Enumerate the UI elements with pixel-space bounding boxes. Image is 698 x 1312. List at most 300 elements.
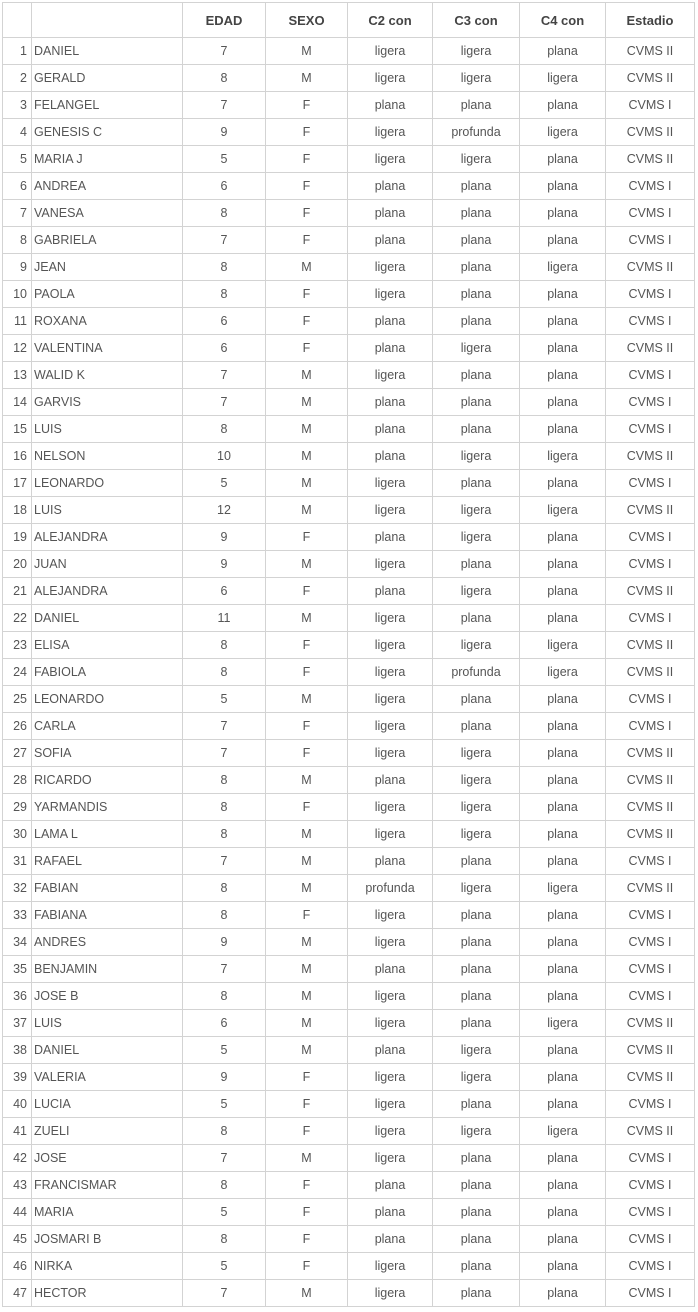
estadio-cell: CVMS II xyxy=(606,875,695,902)
row-index: 41 xyxy=(3,1118,32,1145)
patient-name: JOSE xyxy=(32,1145,183,1172)
c4-con-cell: plana xyxy=(520,227,606,254)
row-index: 19 xyxy=(3,524,32,551)
sexo-cell: F xyxy=(266,146,348,173)
sexo-cell: F xyxy=(266,578,348,605)
c3-con-cell: ligera xyxy=(433,497,520,524)
estadio-cell: CVMS I xyxy=(606,227,695,254)
c3-con-cell: plana xyxy=(433,92,520,119)
sexo-cell: F xyxy=(266,1226,348,1253)
c3-con-cell: ligera xyxy=(433,767,520,794)
c2-con-cell: plana xyxy=(348,1199,433,1226)
c4-con-cell: plana xyxy=(520,335,606,362)
row-index: 4 xyxy=(3,119,32,146)
sexo-cell: F xyxy=(266,902,348,929)
row-index: 42 xyxy=(3,1145,32,1172)
c3-con-cell: plana xyxy=(433,227,520,254)
estadio-cell: CVMS I xyxy=(606,713,695,740)
patient-name: LUCIA xyxy=(32,1091,183,1118)
table-row xyxy=(3,686,695,713)
table-row xyxy=(3,794,695,821)
c3-con-cell: plana xyxy=(433,1145,520,1172)
c3-con-cell: ligera xyxy=(433,524,520,551)
patient-name: LAMA L xyxy=(32,821,183,848)
patient-name: ALEJANDRA xyxy=(32,524,183,551)
edad-cell: 8 xyxy=(183,902,266,929)
table-row xyxy=(3,956,695,983)
patient-name: ANDREA xyxy=(32,173,183,200)
sexo-cell: M xyxy=(266,38,348,65)
edad-cell: 5 xyxy=(183,1037,266,1064)
patient-name: GENESIS C xyxy=(32,119,183,146)
estadio-cell: CVMS II xyxy=(606,335,695,362)
sexo-cell: M xyxy=(266,929,348,956)
patient-name: FELANGEL xyxy=(32,92,183,119)
estadio-cell: CVMS I xyxy=(606,173,695,200)
edad-cell: 9 xyxy=(183,524,266,551)
sexo-cell: F xyxy=(266,92,348,119)
row-index: 15 xyxy=(3,416,32,443)
c3-con-cell: ligera xyxy=(433,632,520,659)
c4-con-cell: ligera xyxy=(520,659,606,686)
c2-con-cell: ligera xyxy=(348,551,433,578)
c2-con-cell: profunda xyxy=(348,875,433,902)
estadio-cell: CVMS I xyxy=(606,1226,695,1253)
c3-con-cell: plana xyxy=(433,929,520,956)
patient-name: CARLA xyxy=(32,713,183,740)
c2-con-cell: plana xyxy=(348,335,433,362)
row-index: 24 xyxy=(3,659,32,686)
sexo-cell: F xyxy=(266,632,348,659)
c3-con-cell: plana xyxy=(433,281,520,308)
c2-con-cell: plana xyxy=(348,200,433,227)
patient-name: RICARDO xyxy=(32,767,183,794)
c3-con-cell: ligera xyxy=(433,1037,520,1064)
estadio-cell: CVMS II xyxy=(606,767,695,794)
edad-cell: 7 xyxy=(183,740,266,767)
table-row xyxy=(3,524,695,551)
edad-cell: 8 xyxy=(183,65,266,92)
c2-con-cell: plana xyxy=(348,308,433,335)
patient-name: FABIANA xyxy=(32,902,183,929)
sexo-cell: M xyxy=(266,1010,348,1037)
edad-cell: 7 xyxy=(183,38,266,65)
c4-con-cell: plana xyxy=(520,794,606,821)
row-index: 36 xyxy=(3,983,32,1010)
row-index: 26 xyxy=(3,713,32,740)
row-index: 34 xyxy=(3,929,32,956)
estadio-cell: CVMS I xyxy=(606,1172,695,1199)
estadio-cell: CVMS II xyxy=(606,1037,695,1064)
estadio-cell: CVMS I xyxy=(606,551,695,578)
c3-con-cell: plana xyxy=(433,200,520,227)
estadio-cell: CVMS II xyxy=(606,443,695,470)
patient-name: PAOLA xyxy=(32,281,183,308)
c2-con-cell: plana xyxy=(348,443,433,470)
table-row xyxy=(3,1199,695,1226)
header-index xyxy=(3,3,32,38)
estadio-cell: CVMS I xyxy=(606,281,695,308)
c3-con-cell: plana xyxy=(433,173,520,200)
c2-con-cell: ligera xyxy=(348,821,433,848)
table-row xyxy=(3,362,695,389)
c3-con-cell: plana xyxy=(433,389,520,416)
table-row xyxy=(3,578,695,605)
sexo-cell: F xyxy=(266,659,348,686)
patient-name: VANESA xyxy=(32,200,183,227)
header-sexo: SEXO xyxy=(266,3,348,38)
c3-con-cell: ligera xyxy=(433,1118,520,1145)
c4-con-cell: ligera xyxy=(520,65,606,92)
c4-con-cell: plana xyxy=(520,1172,606,1199)
patient-name: LUIS xyxy=(32,1010,183,1037)
sexo-cell: M xyxy=(266,362,348,389)
table-row xyxy=(3,983,695,1010)
c3-con-cell: plana xyxy=(433,713,520,740)
row-index: 45 xyxy=(3,1226,32,1253)
estadio-cell: CVMS II xyxy=(606,146,695,173)
c4-con-cell: plana xyxy=(520,929,606,956)
table-row xyxy=(3,119,695,146)
sexo-cell: M xyxy=(266,767,348,794)
row-index: 11 xyxy=(3,308,32,335)
table-row xyxy=(3,1064,695,1091)
c4-con-cell: plana xyxy=(520,605,606,632)
table-row xyxy=(3,659,695,686)
c4-con-cell: plana xyxy=(520,1037,606,1064)
c2-con-cell: ligera xyxy=(348,38,433,65)
c4-con-cell: plana xyxy=(520,767,606,794)
c4-con-cell: ligera xyxy=(520,119,606,146)
row-index: 21 xyxy=(3,578,32,605)
c4-con-cell: plana xyxy=(520,308,606,335)
row-index: 18 xyxy=(3,497,32,524)
patient-name: JEAN xyxy=(32,254,183,281)
header-c2-con: C2 con xyxy=(348,3,433,38)
row-index: 12 xyxy=(3,335,32,362)
c4-con-cell: plana xyxy=(520,1064,606,1091)
sexo-cell: F xyxy=(266,794,348,821)
patient-name: JUAN xyxy=(32,551,183,578)
header-edad: EDAD xyxy=(183,3,266,38)
row-index: 35 xyxy=(3,956,32,983)
edad-cell: 7 xyxy=(183,1145,266,1172)
row-index: 25 xyxy=(3,686,32,713)
row-index: 9 xyxy=(3,254,32,281)
sexo-cell: F xyxy=(266,1253,348,1280)
c4-con-cell: plana xyxy=(520,416,606,443)
row-index: 8 xyxy=(3,227,32,254)
sexo-cell: F xyxy=(266,1199,348,1226)
sexo-cell: M xyxy=(266,551,348,578)
edad-cell: 12 xyxy=(183,497,266,524)
c2-con-cell: plana xyxy=(348,848,433,875)
estadio-cell: CVMS I xyxy=(606,1253,695,1280)
c2-con-cell: ligera xyxy=(348,470,433,497)
estadio-cell: CVMS I xyxy=(606,902,695,929)
table-row xyxy=(3,1253,695,1280)
c3-con-cell: plana xyxy=(433,686,520,713)
c4-con-cell: plana xyxy=(520,551,606,578)
c4-con-cell: plana xyxy=(520,686,606,713)
patient-name: FABIAN xyxy=(32,875,183,902)
sexo-cell: F xyxy=(266,227,348,254)
row-index: 40 xyxy=(3,1091,32,1118)
c4-con-cell: ligera xyxy=(520,875,606,902)
c4-con-cell: plana xyxy=(520,1091,606,1118)
sexo-cell: F xyxy=(266,524,348,551)
c2-con-cell: ligera xyxy=(348,254,433,281)
row-index: 43 xyxy=(3,1172,32,1199)
edad-cell: 8 xyxy=(183,1118,266,1145)
sexo-cell: M xyxy=(266,686,348,713)
table-body xyxy=(3,38,695,1307)
edad-cell: 8 xyxy=(183,983,266,1010)
row-index: 20 xyxy=(3,551,32,578)
table-row xyxy=(3,173,695,200)
estadio-cell: CVMS II xyxy=(606,632,695,659)
row-index: 37 xyxy=(3,1010,32,1037)
table-row xyxy=(3,200,695,227)
c3-con-cell: plana xyxy=(433,1010,520,1037)
edad-cell: 11 xyxy=(183,605,266,632)
patient-name: HECTOR xyxy=(32,1280,183,1307)
table-row xyxy=(3,389,695,416)
patient-name: MARIA J xyxy=(32,146,183,173)
table-row xyxy=(3,1118,695,1145)
row-index: 14 xyxy=(3,389,32,416)
c2-con-cell: plana xyxy=(348,92,433,119)
estadio-cell: CVMS II xyxy=(606,497,695,524)
patient-name: DANIEL xyxy=(32,38,183,65)
patient-name: DANIEL xyxy=(32,605,183,632)
c3-con-cell: ligera xyxy=(433,146,520,173)
sexo-cell: F xyxy=(266,335,348,362)
c2-con-cell: ligera xyxy=(348,281,433,308)
row-index: 7 xyxy=(3,200,32,227)
edad-cell: 9 xyxy=(183,1064,266,1091)
edad-cell: 5 xyxy=(183,686,266,713)
c4-con-cell: plana xyxy=(520,848,606,875)
c3-con-cell: profunda xyxy=(433,659,520,686)
c4-con-cell: ligera xyxy=(520,443,606,470)
table-row xyxy=(3,65,695,92)
row-index: 16 xyxy=(3,443,32,470)
c2-con-cell: ligera xyxy=(348,1010,433,1037)
patient-name: JOSMARI B xyxy=(32,1226,183,1253)
table-row xyxy=(3,281,695,308)
patient-name: WALID K xyxy=(32,362,183,389)
estadio-cell: CVMS I xyxy=(606,983,695,1010)
c4-con-cell: plana xyxy=(520,578,606,605)
edad-cell: 6 xyxy=(183,578,266,605)
table-row xyxy=(3,443,695,470)
edad-cell: 5 xyxy=(183,1091,266,1118)
edad-cell: 8 xyxy=(183,875,266,902)
edad-cell: 6 xyxy=(183,173,266,200)
c2-con-cell: ligera xyxy=(348,146,433,173)
estadio-cell: CVMS II xyxy=(606,740,695,767)
c3-con-cell: ligera xyxy=(433,794,520,821)
c4-con-cell: plana xyxy=(520,1253,606,1280)
table-row xyxy=(3,875,695,902)
c4-con-cell: plana xyxy=(520,821,606,848)
c2-con-cell: ligera xyxy=(348,1280,433,1307)
row-index: 22 xyxy=(3,605,32,632)
sexo-cell: M xyxy=(266,443,348,470)
edad-cell: 5 xyxy=(183,1199,266,1226)
edad-cell: 7 xyxy=(183,713,266,740)
row-index: 47 xyxy=(3,1280,32,1307)
sexo-cell: M xyxy=(266,389,348,416)
estadio-cell: CVMS II xyxy=(606,254,695,281)
edad-cell: 9 xyxy=(183,119,266,146)
c3-con-cell: ligera xyxy=(433,578,520,605)
patient-name: GABRIELA xyxy=(32,227,183,254)
estadio-cell: CVMS II xyxy=(606,659,695,686)
patient-name: GARVIS xyxy=(32,389,183,416)
table-row xyxy=(3,740,695,767)
sexo-cell: M xyxy=(266,254,348,281)
estadio-cell: CVMS I xyxy=(606,1280,695,1307)
c3-con-cell: ligera xyxy=(433,821,520,848)
edad-cell: 6 xyxy=(183,1010,266,1037)
table-row xyxy=(3,1037,695,1064)
c2-con-cell: ligera xyxy=(348,1145,433,1172)
edad-cell: 8 xyxy=(183,1172,266,1199)
edad-cell: 7 xyxy=(183,956,266,983)
c2-con-cell: ligera xyxy=(348,713,433,740)
sexo-cell: M xyxy=(266,875,348,902)
table-row xyxy=(3,1280,695,1307)
estadio-cell: CVMS I xyxy=(606,686,695,713)
estadio-cell: CVMS I xyxy=(606,362,695,389)
c4-con-cell: plana xyxy=(520,983,606,1010)
patient-name: NIRKA xyxy=(32,1253,183,1280)
c2-con-cell: ligera xyxy=(348,605,433,632)
patient-name: YARMANDIS xyxy=(32,794,183,821)
table-row xyxy=(3,92,695,119)
c2-con-cell: plana xyxy=(348,173,433,200)
c3-con-cell: plana xyxy=(433,1253,520,1280)
sexo-cell: M xyxy=(266,848,348,875)
c2-con-cell: ligera xyxy=(348,740,433,767)
c2-con-cell: ligera xyxy=(348,686,433,713)
c4-con-cell: ligera xyxy=(520,254,606,281)
table-row xyxy=(3,416,695,443)
patient-name: JOSE B xyxy=(32,983,183,1010)
row-index: 2 xyxy=(3,65,32,92)
edad-cell: 5 xyxy=(183,146,266,173)
c4-con-cell: plana xyxy=(520,956,606,983)
edad-cell: 9 xyxy=(183,551,266,578)
table-row xyxy=(3,470,695,497)
estadio-cell: CVMS I xyxy=(606,524,695,551)
c2-con-cell: ligera xyxy=(348,497,433,524)
c3-con-cell: plana xyxy=(433,1172,520,1199)
estadio-cell: CVMS I xyxy=(606,308,695,335)
estadio-cell: CVMS I xyxy=(606,470,695,497)
c4-con-cell: ligera xyxy=(520,632,606,659)
sexo-cell: M xyxy=(266,821,348,848)
sexo-cell: F xyxy=(266,1118,348,1145)
table-row xyxy=(3,848,695,875)
table-row xyxy=(3,551,695,578)
table-row xyxy=(3,146,695,173)
c3-con-cell: plana xyxy=(433,1091,520,1118)
edad-cell: 8 xyxy=(183,416,266,443)
row-index: 39 xyxy=(3,1064,32,1091)
patient-name: MARIA xyxy=(32,1199,183,1226)
estadio-cell: CVMS II xyxy=(606,821,695,848)
c2-con-cell: ligera xyxy=(348,794,433,821)
patient-name: FRANCISMAR xyxy=(32,1172,183,1199)
c2-con-cell: ligera xyxy=(348,983,433,1010)
edad-cell: 7 xyxy=(183,848,266,875)
sexo-cell: M xyxy=(266,470,348,497)
patient-name: DANIEL xyxy=(32,1037,183,1064)
estadio-cell: CVMS II xyxy=(606,65,695,92)
table-row xyxy=(3,1145,695,1172)
row-index: 5 xyxy=(3,146,32,173)
c2-con-cell: plana xyxy=(348,416,433,443)
sexo-cell: F xyxy=(266,713,348,740)
row-index: 29 xyxy=(3,794,32,821)
c3-con-cell: plana xyxy=(433,902,520,929)
c2-con-cell: ligera xyxy=(348,1118,433,1145)
estadio-cell: CVMS I xyxy=(606,416,695,443)
table-row xyxy=(3,821,695,848)
estadio-cell: CVMS I xyxy=(606,389,695,416)
c2-con-cell: plana xyxy=(348,578,433,605)
c4-con-cell: plana xyxy=(520,740,606,767)
table-row xyxy=(3,929,695,956)
estadio-cell: CVMS I xyxy=(606,200,695,227)
sexo-cell: F xyxy=(266,740,348,767)
c4-con-cell: plana xyxy=(520,713,606,740)
edad-cell: 8 xyxy=(183,794,266,821)
table-row xyxy=(3,902,695,929)
table-row xyxy=(3,308,695,335)
edad-cell: 7 xyxy=(183,362,266,389)
edad-cell: 6 xyxy=(183,308,266,335)
estadio-cell: CVMS I xyxy=(606,1199,695,1226)
c4-con-cell: ligera xyxy=(520,1118,606,1145)
sexo-cell: M xyxy=(266,983,348,1010)
row-index: 3 xyxy=(3,92,32,119)
c3-con-cell: plana xyxy=(433,1280,520,1307)
edad-cell: 8 xyxy=(183,821,266,848)
sexo-cell: F xyxy=(266,200,348,227)
header-row xyxy=(3,3,695,38)
sexo-cell: M xyxy=(266,1145,348,1172)
patient-name: ELISA xyxy=(32,632,183,659)
estadio-cell: CVMS I xyxy=(606,848,695,875)
edad-cell: 7 xyxy=(183,389,266,416)
estadio-cell: CVMS I xyxy=(606,605,695,632)
edad-cell: 8 xyxy=(183,1226,266,1253)
edad-cell: 7 xyxy=(183,1280,266,1307)
sexo-cell: F xyxy=(266,1172,348,1199)
c3-con-cell: ligera xyxy=(433,38,520,65)
c3-con-cell: ligera xyxy=(433,1064,520,1091)
c3-con-cell: ligera xyxy=(433,335,520,362)
sexo-cell: M xyxy=(266,497,348,524)
edad-cell: 5 xyxy=(183,1253,266,1280)
c2-con-cell: plana xyxy=(348,767,433,794)
c2-con-cell: ligera xyxy=(348,362,433,389)
table-row xyxy=(3,1226,695,1253)
